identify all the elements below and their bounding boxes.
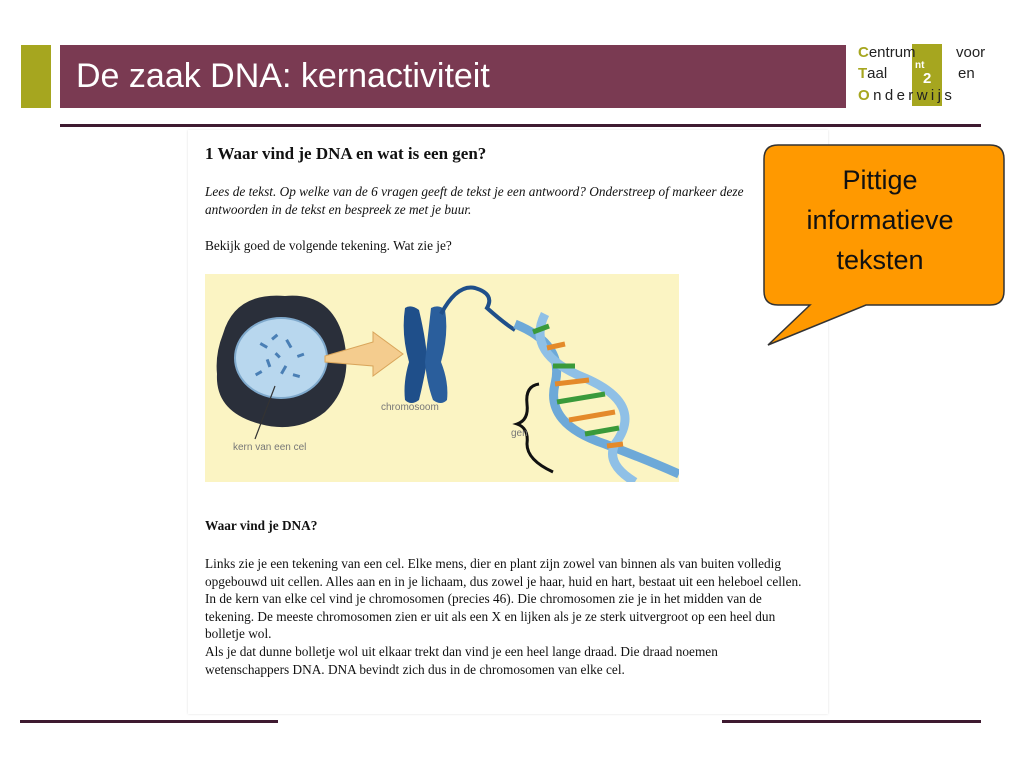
bottom-divider-right — [722, 720, 981, 723]
body-paragraph: Als je dat dunne bolletje wol uit elkaar trekt dan vind je een heel lange draad. Die draad noemen wetenschappers DNA. DNA bevindt zich dus in de chromosomen van elke cel. — [205, 643, 718, 677]
callout-line: teksten — [836, 245, 924, 275]
logo — [856, 42, 996, 110]
callout-line: informatieve — [806, 205, 954, 235]
dna-illustration-svg — [205, 274, 679, 482]
logo-badge-nt: nt — [915, 60, 925, 71]
label-chromosome: chromosoom — [381, 402, 439, 413]
logo-badge-number: 2 — [923, 70, 932, 87]
title-bar — [60, 45, 846, 108]
slide-title: De zaak DNA: kernactiviteit — [76, 57, 490, 95]
bottom-divider-left — [20, 720, 278, 723]
document-body — [205, 555, 805, 678]
logo-cap-t: T — [858, 65, 868, 82]
dna-coil — [441, 288, 515, 330]
logo-cap-o: O — [858, 87, 874, 104]
logo-text-voor: voor — [956, 44, 986, 61]
logo-text-aal: aal — [867, 65, 888, 82]
logo-text-en: en — [958, 65, 975, 82]
logo-text-entrum: entrum — [868, 44, 916, 61]
chromosome-right-arm — [425, 306, 447, 403]
callout-text — [768, 160, 992, 280]
dna-illustration — [205, 274, 679, 482]
document-subheading: Waar vind je DNA? — [205, 518, 318, 533]
accent-block — [21, 45, 51, 108]
body-paragraph: In de kern van elke cel vind je chromosomen (precies 46). Die chromosomen zie je in het midden van de tekening. De meeste chromosomen zien er uit als een X en lijken als je ze sterk uitvergroot op een heel dun bolletje wol. — [205, 591, 776, 642]
document-page — [188, 130, 828, 714]
document-heading: 1 Waar vind je DNA en wat is een gen? — [205, 144, 487, 163]
callout-line: Pittige — [842, 165, 918, 195]
logo-text-nderwijs: nderwijs — [873, 87, 956, 104]
cell-nucleus — [235, 318, 327, 398]
document-intro: Lees de tekst. Op welke van de 6 vragen geeft de tekst je een antwoord? Onderstreep of markeer deze antwoorden in de tekst en bespreek ze met je buur. — [205, 184, 744, 217]
label-gene: gen — [511, 428, 528, 439]
logo-line-3 — [858, 87, 955, 104]
logo-cap-c: C — [858, 44, 869, 61]
document-look-prompt: Bekijk goed de volgende tekening. Wat zie je? — [205, 238, 452, 253]
label-cell-nucleus: kern van een cel — [233, 442, 307, 453]
body-paragraph: Links zie je een tekening van een cel. Elke mens, dier en plant zijn zowel van binnen als van buiten volledig opgebouwd uit cellen. Alles aan en in je lichaam, dus zowel je haar, huid en hart, bestaat uit een heleboel cellen. — [205, 556, 802, 589]
chromosome-left-arm — [404, 306, 427, 403]
logo-line-1 — [858, 44, 986, 61]
top-divider — [60, 124, 981, 127]
